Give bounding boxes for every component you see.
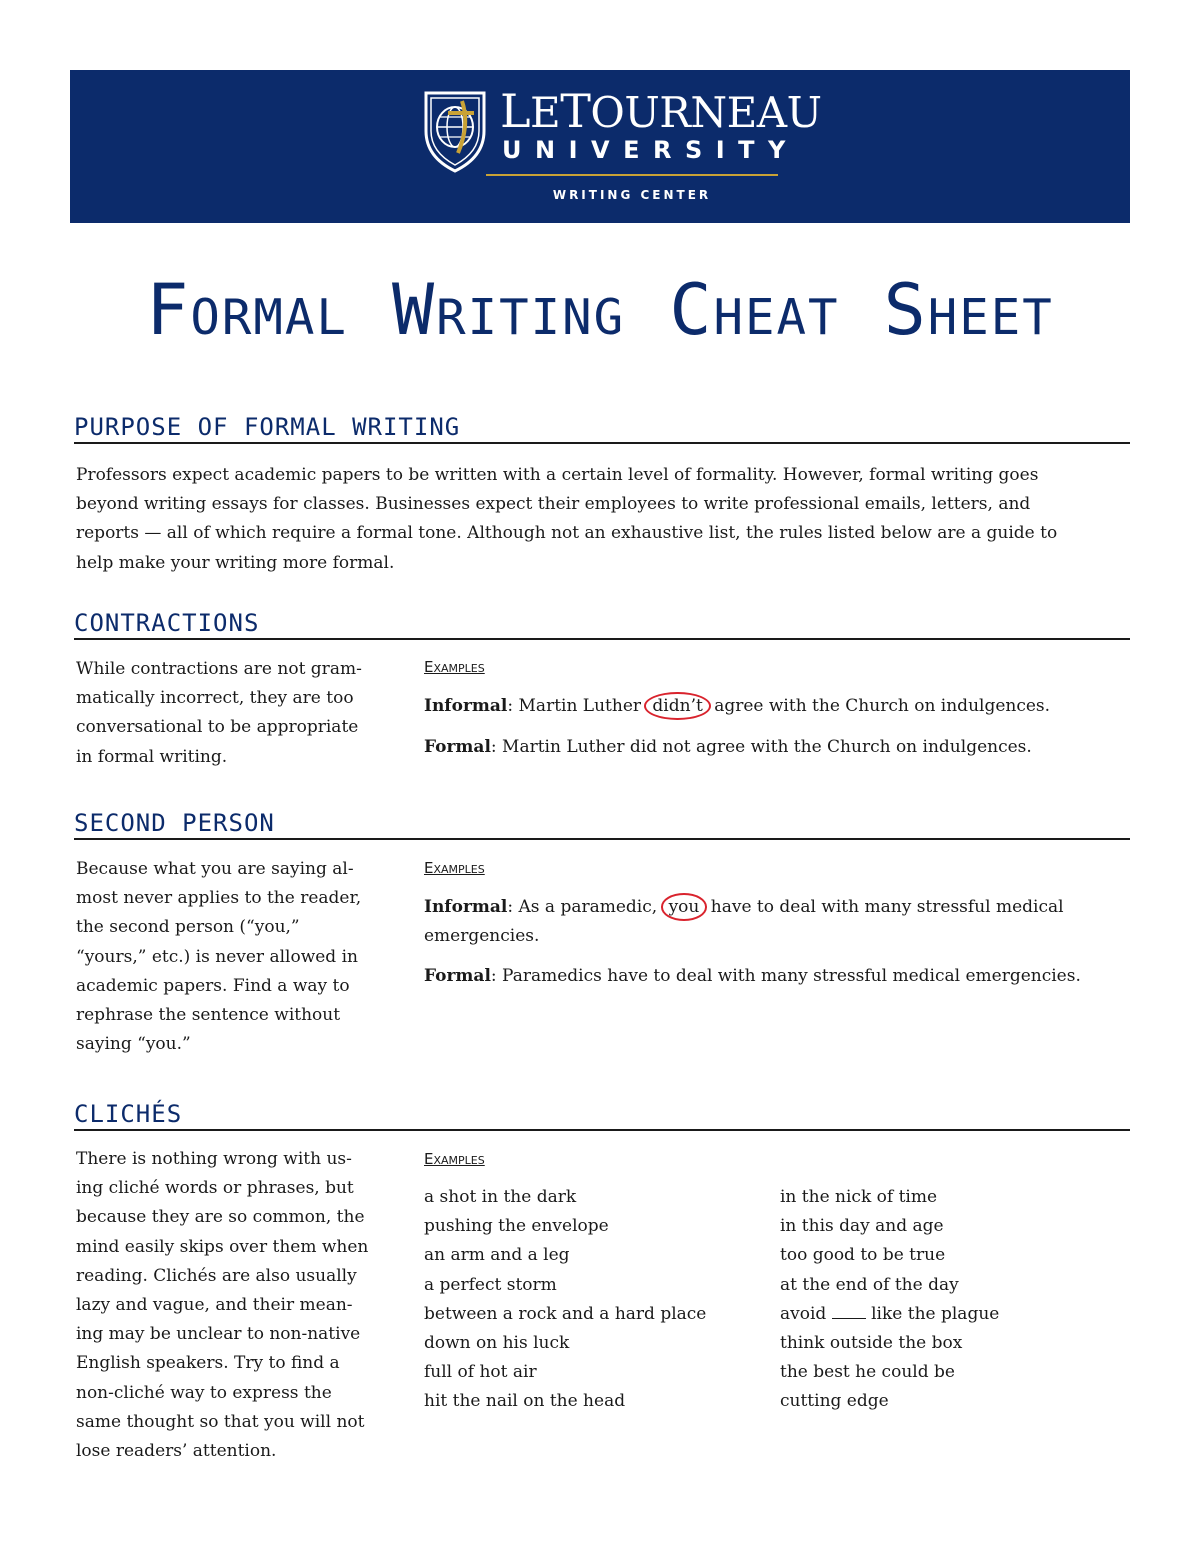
circled-word: you <box>661 893 708 921</box>
cliches-line: reading. Clichés are also usually <box>76 1265 357 1286</box>
list-item: cutting edge <box>780 1391 889 1412</box>
purpose-line: beyond writing essays for classes. Businesses expect their employees to write professional emails, letters, and <box>76 494 1031 515</box>
list-item: avoid like the plague <box>780 1303 1000 1324</box>
purpose-paragraph <box>76 461 1136 578</box>
second-person-line: academic papers. Find a way to <box>76 975 350 996</box>
cliches-line: ing cliché words or phrases, but <box>76 1178 354 1199</box>
section-heading-cliches: CLICHÉS <box>74 1101 1130 1131</box>
cliches-line: lazy and vague, and their mean- <box>76 1295 353 1316</box>
cliche-list-left <box>424 1183 764 1417</box>
section-heading-second-person: SECOND PERSON <box>74 810 1130 840</box>
list-item: in this day and age <box>780 1216 944 1237</box>
page-title: Formal Writing Cheat Sheet <box>146 269 1054 351</box>
second-person-line: saying “you.” <box>76 1034 191 1055</box>
brand-unit: WRITING CENTER <box>552 188 712 202</box>
list-item: the best he could be <box>780 1362 955 1383</box>
second-person-line: rephrase the sentence without <box>76 1005 341 1026</box>
cliches-line: same thought so that you will not <box>76 1411 365 1432</box>
cliches-line: ing may be unclear to non-native <box>76 1324 361 1345</box>
cliche-list-right <box>780 1183 1120 1417</box>
list-item: at the end of the day <box>780 1274 959 1295</box>
contractions-paragraph <box>76 655 406 772</box>
contractions-line: conversational to be appropriate <box>76 717 359 738</box>
list-item: too good to be true <box>780 1245 946 1266</box>
formal-example: Formal: Martin Luther did not agree with the Church on indulgences. <box>424 737 1032 757</box>
examples-label: Examples <box>424 859 485 877</box>
section-heading-contractions: CONTRACTIONS <box>74 610 1130 640</box>
circled-word: didn’t <box>644 692 710 720</box>
purpose-line: reports — all of which require a formal tone. Although not an exhaustive list, the rules listed below are a guide to <box>76 523 1058 544</box>
list-item: a shot in the dark <box>424 1187 577 1207</box>
formal-example: Formal: Paramedics have to deal with many stressful medical emergencies. <box>424 966 1081 986</box>
cliches-line: non-cliché way to express the <box>76 1382 332 1403</box>
second-person-line: the second person (“you,” <box>76 917 300 938</box>
cliches-paragraph <box>76 1145 406 1466</box>
blank-line <box>832 1304 866 1319</box>
list-item: hit the nail on the head <box>424 1391 626 1412</box>
second-person-paragraph <box>76 855 406 1059</box>
contractions-line: in formal writing. <box>76 746 228 767</box>
examples-label: Examples <box>424 1150 485 1168</box>
cliches-line: English speakers. Try to find a <box>76 1353 340 1374</box>
list-item: in the nick of time <box>780 1187 938 1207</box>
list-item: full of hot air <box>424 1362 537 1383</box>
informal-example: Informal: As a paramedic, you have to deal with many stressful medical emergencies. <box>424 893 1124 951</box>
header-banner <box>70 70 1130 223</box>
purpose-line: help make your writing more formal. <box>76 552 395 573</box>
list-item: think outside the box <box>780 1333 963 1354</box>
brand-divider <box>486 174 778 176</box>
brand-name: LETOURNEAU <box>500 84 822 138</box>
second-person-line: most never applies to the reader, <box>76 888 362 909</box>
list-item: a perfect storm <box>424 1274 557 1295</box>
cliches-line: lose readers’ attention. <box>76 1441 277 1462</box>
informal-example: Informal: Martin Luther didn’t agree with the Church on indulgences. <box>424 692 1124 721</box>
list-item: pushing the envelope <box>424 1216 609 1237</box>
contractions-line: matically incorrect, they are too <box>76 688 354 709</box>
cliches-line: mind easily skips over them when <box>76 1236 369 1257</box>
list-item: an arm and a leg <box>424 1245 570 1266</box>
brand-university: UNIVERSITY <box>502 136 799 164</box>
second-person-line: “yours,” etc.) is never allowed in <box>76 946 358 967</box>
examples-label: Examples <box>424 658 485 676</box>
second-person-line: Because what you are saying al- <box>76 859 354 879</box>
section-heading-purpose: PURPOSE OF FORMAL WRITING <box>74 414 1130 444</box>
list-item: between a rock and a hard place <box>424 1303 707 1324</box>
list-item: down on his luck <box>424 1333 570 1354</box>
university-crest-icon <box>422 87 488 173</box>
cliches-line: because they are so common, the <box>76 1207 365 1228</box>
cliches-line: There is nothing wrong with us- <box>76 1149 352 1169</box>
contractions-line: While contractions are not gram- <box>76 659 362 679</box>
purpose-line: Professors expect academic papers to be written with a certain level of formality. However, formal writing goes <box>76 465 1039 485</box>
